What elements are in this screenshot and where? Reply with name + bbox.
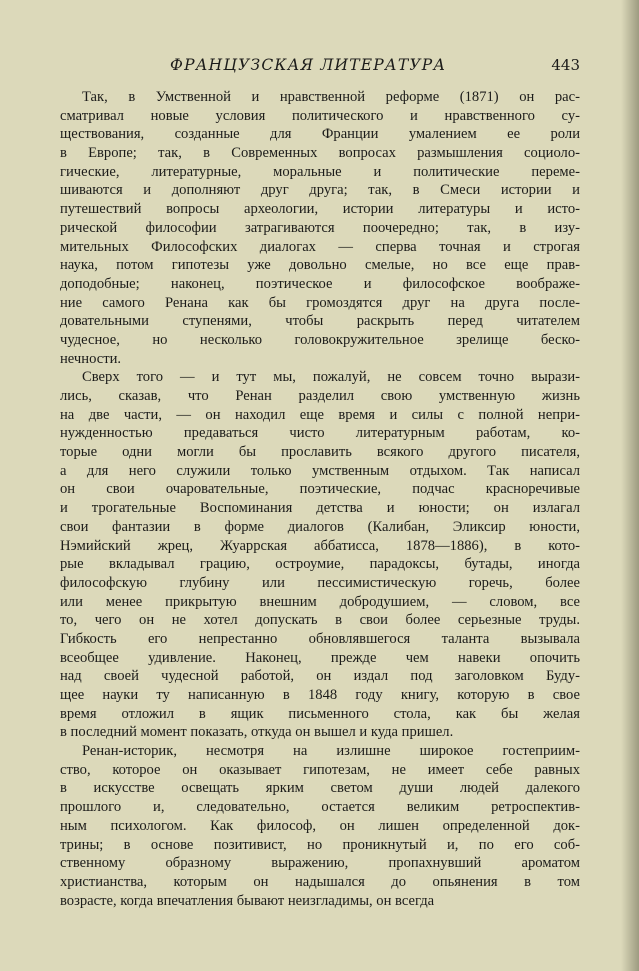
text-line: лись, сказав, что Ренан разделил свою умственную жизнь <box>60 388 580 404</box>
text-line: рической философии затрагиваются поочередно; так, в изу- <box>60 219 580 236</box>
running-header <box>60 56 580 78</box>
text-line: свои фантазии в форме диалогов (Калибан, Эликсир юности, <box>60 518 580 535</box>
text-line: возрасте, когда впечатления бывают неизгладимы, он всегда <box>60 892 435 909</box>
text-line: нужденностью предаваться чисто литературным работам, ко- <box>60 425 580 442</box>
paragraph <box>60 742 580 910</box>
text-line: наука, потом гипотезы уже довольно смелые, но все еще прав- <box>60 257 580 274</box>
paragraph <box>60 88 580 368</box>
text-line: ственному образному выражению, пропахнувший ароматом <box>60 855 580 872</box>
text-line: то, чего он не хотел допускать в свои более серьезные труды. <box>60 612 580 629</box>
text-line: нечности. <box>60 350 122 367</box>
body-text <box>60 88 580 910</box>
text-line: философскую глубину или пессимистическую горечь, более <box>60 574 580 591</box>
text-line: рые вкладывал грацию, остроумие, парадоксы, бутады, иногда <box>60 556 580 573</box>
text-line: мительных Философских диалогах — сперва точная и строгая <box>60 238 580 255</box>
text-line: и трогательные Воспоминания детства и юности; он излагал <box>60 500 580 517</box>
text-line: или менее прикрытую внешним добродушием, — словом, все <box>60 593 580 610</box>
text-line: прошлого и, следовательно, остается великим ретроспектив- <box>60 799 580 816</box>
text-line: сматривал новые условия политического и нравственного су- <box>60 107 580 124</box>
text-line: над своей чудесной работой, он издал под заголовком Буду- <box>60 668 580 685</box>
text-line: трины; в основе позитивист, но проникнутый и, по его соб- <box>60 836 580 853</box>
text-line: ние самого Ренана как бы громоздятся друг на друга после- <box>60 294 580 311</box>
text-line: чудесное, но несколько головокружительное зрелище беско- <box>60 331 580 348</box>
text-line: всеобщее удивление. Наконец, прежде чем навеки опочить <box>60 649 580 666</box>
text-line: на две части, — он находил еще время и силы с полной непри- <box>60 406 580 423</box>
text-line: в искусстве освещать ярким светом души людей далекого <box>60 780 580 797</box>
text-line: шиваются и дополняют друг друга; так, в Смеси истории и <box>60 182 580 199</box>
text-line: христианства, которым он надышался до опьянения в том <box>60 873 580 890</box>
paragraph <box>60 368 580 742</box>
text-line: гические, литературные, моральные и политические переме- <box>60 163 580 180</box>
text-line: ществования, созданные для Франции умалением ее роли <box>60 126 580 143</box>
text-line: Гибкость его непрестанно обновлявшегося таланта вызывала <box>60 630 580 647</box>
text-line: ство, которое он оказывает гипотезам, не имеет себе равных <box>60 761 580 778</box>
text-line: доподобные; наконец, поэтическое и философское воображе- <box>60 275 580 292</box>
text-line: Нэмийский жрец, Жуаррская аббатисса, 1878—1886), в кото- <box>60 537 580 554</box>
page-number: 443 <box>551 56 580 74</box>
page-edge-shadow <box>621 0 639 971</box>
text-line: в последний момент показать, откуда он вышел и куда пришел. <box>60 724 454 741</box>
text-line: время отложил в ящик письменного стола, как бы желая <box>60 705 580 722</box>
text-line: ным психологом. Как философ, он лишен определенной док- <box>60 817 580 834</box>
text-line: Ренан-историк, несмотря на излишне широкое гостеприим- <box>82 743 580 760</box>
text-line: в Европе; так, в Современных вопросах размышления социоло- <box>60 145 580 162</box>
text-line: он свои очаровательные, поэтические, подчас красноречивые <box>60 481 580 498</box>
text-line: Так, в Умственной и нравственной реформе (1871) он рас- <box>82 89 580 105</box>
text-line: а для него служили только умственным отдыхом. Так написал <box>60 462 580 479</box>
text-line: довательными ступенями, чтобы раскрыть перед читателем <box>60 313 580 330</box>
text-line: путешествий вопросы археологии, истории литературы и исто- <box>60 201 580 218</box>
text-line: торые одни могли бы прославить всякого другого писателя, <box>60 444 580 461</box>
running-title: ФРАНЦУЗСКАЯ ЛИТЕРАТУРА <box>170 56 447 74</box>
text-line: Сверх того — и тут мы, пожалуй, не совсем точно вырази- <box>82 369 580 386</box>
text-line: щее науки ту написанную в 1848 году книгу, которую в свое <box>60 687 580 703</box>
